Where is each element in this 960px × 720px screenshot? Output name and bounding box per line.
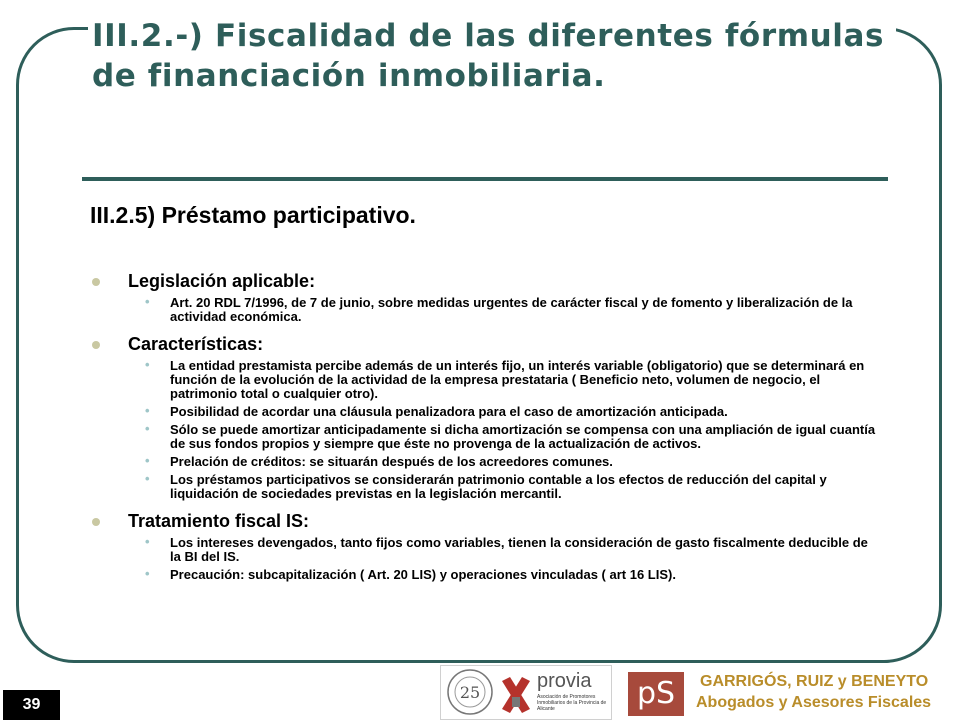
section-heading: Tratamiento fiscal IS: xyxy=(90,510,880,532)
list-item: • Prelación de créditos: se situarán después de los acreedores comunes. xyxy=(145,453,613,469)
section-heading: Características: xyxy=(90,333,880,355)
list-item: • Sólo se puede amortizar anticipadamente si dicha amortización se compensa con una ampliación de igual cuantía de sus fondos propios y siempre que éste no provenga de la actualización de activos. xyxy=(145,421,876,451)
list-item: • Art. 20 RDL 7/1996, de 7 de junio, sobre medidas urgentes de carácter fiscal y de fomento y liberalización de la actividad económica. xyxy=(145,294,853,324)
provia-x-icon xyxy=(500,675,532,715)
bullet-icon: • xyxy=(145,403,150,418)
slide-title: III.2.-) Fiscalidad de las diferentes fórmulas de financiación inmobiliaria. xyxy=(88,16,896,96)
section-heading: Legislación aplicable: xyxy=(90,270,880,292)
firm-tagline: Abogados y Asesores Fiscales xyxy=(696,694,932,711)
bullet-icon: • xyxy=(145,357,150,372)
section-subtitle: III.2.5) Préstamo participativo. xyxy=(90,202,416,228)
bullet-icon: • xyxy=(145,566,150,581)
anniversary-seal-icon xyxy=(446,668,494,716)
bullet-icon: • xyxy=(145,471,150,486)
provia-name: provia xyxy=(537,670,592,692)
divider xyxy=(82,177,888,181)
provia-subtitle: Asociación de Promotores Inmobiliarios de la Provincia de Alicante xyxy=(537,694,607,712)
list-item: • Los intereses devengados, tanto fijos como variables, tienen la consideración de gasto fiscalmente deducible de la BI del IS. xyxy=(145,534,868,564)
list-item: • La entidad prestamista percibe además de un interés fijo, un interés variable (obligatorio) que se determinará en función de la evolución de la actividad de la empresa prestataria ( Beneficio neto, volumen de negocio, el patrimonio total o cualquier otro). xyxy=(145,357,865,401)
ps-logo: pS xyxy=(628,672,684,716)
bullet-icon xyxy=(92,278,100,286)
seal-number: 25 xyxy=(459,683,481,702)
bullet-icon: • xyxy=(145,534,150,549)
page-number: 39 xyxy=(3,690,60,720)
list-item: • Posibilidad de acordar una cláusula penalizadora para el caso de amortización anticipada. xyxy=(145,403,728,419)
bullet-icon: • xyxy=(145,294,150,309)
bullet-icon xyxy=(92,518,100,526)
content-list xyxy=(90,270,880,582)
bullet-icon: • xyxy=(145,453,150,468)
list-item: • Precaución: subcapitalización ( Art. 20 LIS) y operaciones vinculadas ( art 16 LIS). xyxy=(145,566,676,582)
bullet-icon: • xyxy=(145,421,150,436)
firm-name: GARRIGÓS, RUIZ y BENEYTO xyxy=(700,673,929,690)
bullet-icon xyxy=(92,341,100,349)
list-item: • Los préstamos participativos se considerarán patrimonio contable a los efectos de reducción del capital y liquidación de sociedades previstas en la legislación mercantil. xyxy=(145,471,827,501)
